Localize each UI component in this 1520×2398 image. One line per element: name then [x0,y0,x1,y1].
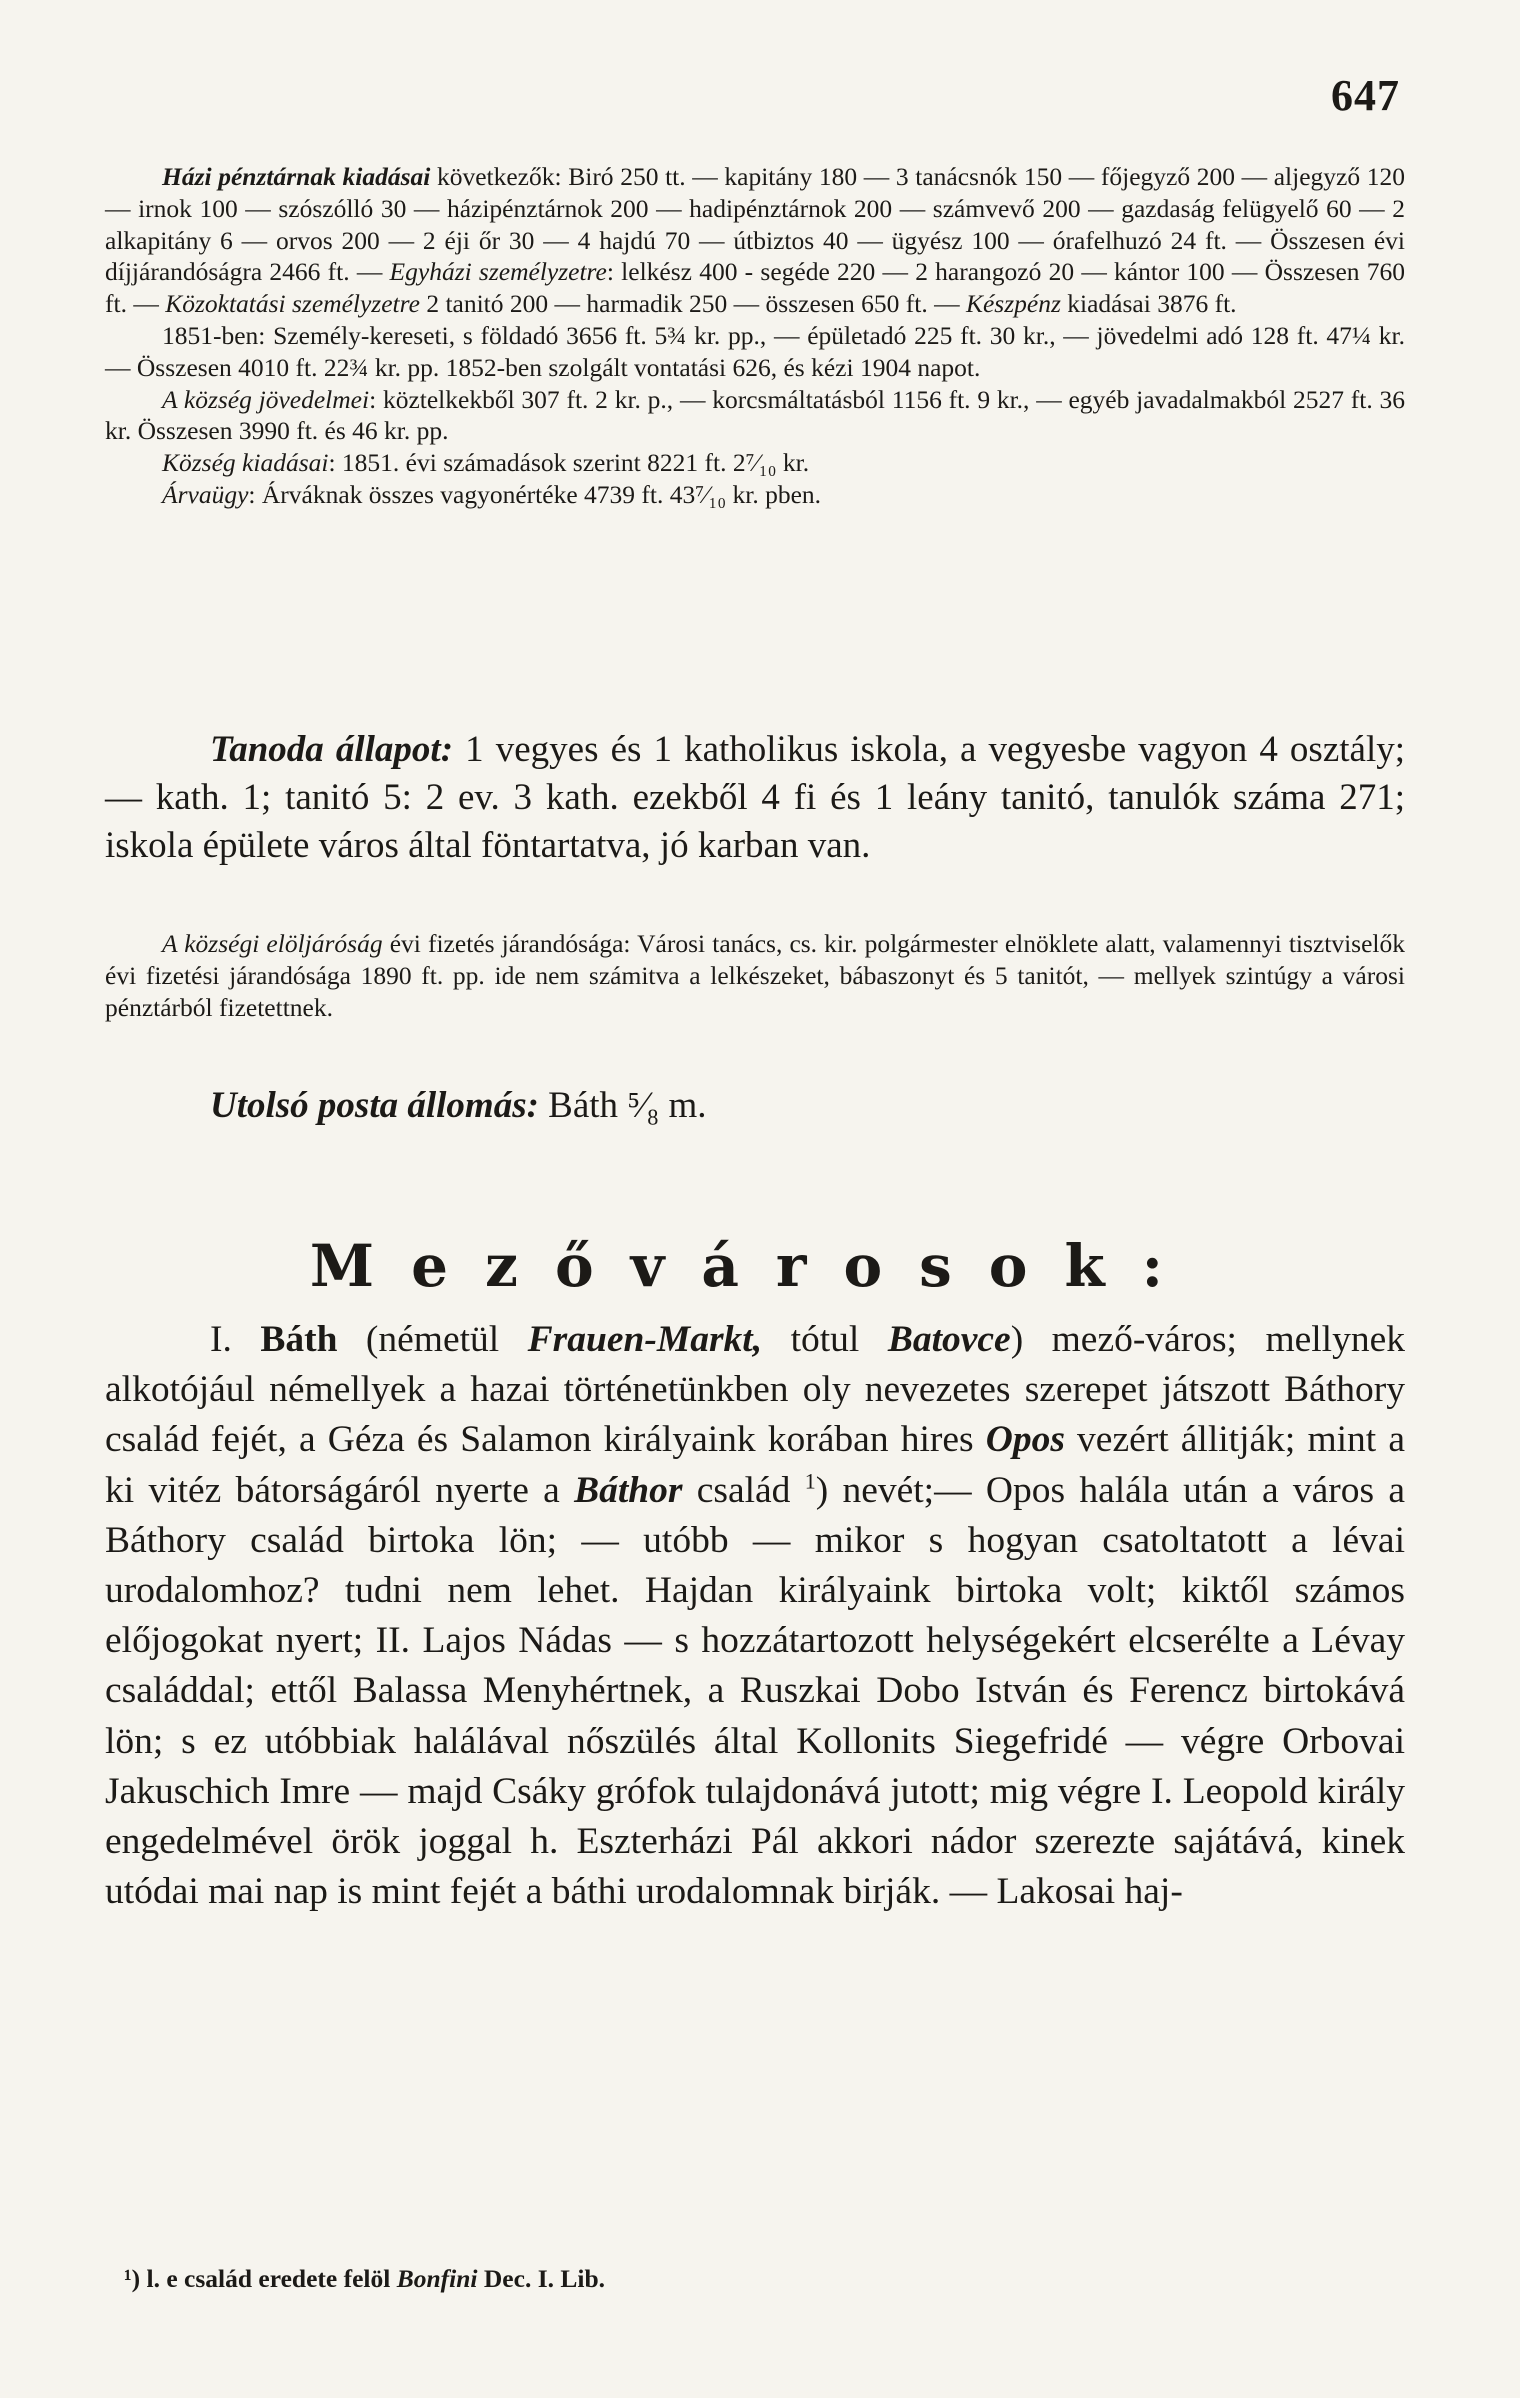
bathor-name: Báthor [574,1469,683,1511]
text-span: ) mező-város; mellynek alkotójául némellyek a hazai történetünkben oly nevezetes szerepet játszott Báthory család fejét, a Géza és Salamon királyaink korában hires [105,1319,1405,1461]
slovak-name: Batovce [887,1319,1011,1360]
footnote-text: l. e család eredete felöl [146,2264,397,2293]
label-officials: A községi elöljáróság [162,929,383,958]
footnote [124,2263,1404,2295]
label-church-staff: Egyházi személyzetre [389,257,607,287]
text-span: család [682,1469,805,1511]
opos-name: Opos [985,1419,1065,1461]
footnote-source: Bonfini [396,2264,478,2293]
school-heading: Tanoda állapot: [210,729,454,770]
school-text: 1 vegyes és 1 katholikus iskola, a vegyesbe vagyon 4 osztály; — kath. 1; tanitó 5: 2 ev. 3 kath. ezekből 4 fi és 1 leány tanitó, tanulók száma 271; iskola épülete város által föntartatva, jó karban van. [105,729,1405,866]
post-section [105,1082,1405,1130]
community-expenses-paragraph [105,447,1405,479]
taxes-paragraph: 1851-ben: Személy-kereseti, s földadó 3656 ft. 5¾ kr. pp., — épületadó 225 ft. 30 kr., — jövedelmi adó 128 ft. 47¼ kr. — Összesen 4010 ft. 22¾ kr. pp. 1852-ben szolgált vontatási 626, és kézi 1904 napot. [105,320,1405,382]
officials-paragraph [105,928,1405,1023]
text-span: ) nevét;— Opos halála után a város a Báthory család birtoka lön; — utóbb — mikor s hogyan csatoltatott a lévai urodalomhoz? tudni nem lehet. Hajdan királyaink birtoka volt; kiktől számos előjogokat nyert; II. Lajos Nádas — s hozzátartozott helységekért elcserélte a Lévay családdal; ettől Balassa Menyhértnek, a Ruszkai Dobo István és Ferencz birtokává lön; s ez utóbbiak halálával nőszülés által Kollonits Siegefridé — végre Orbovai Jakuschich Imre — majd Csáky grófok tulajdonává jutott; mig végre I. Leopold király engedelmével örök joggal h. Eszterházi Pál akkori nádor szerezte sajátává, kinek utódai mai nap is mint fejét a báthi urodalomnak birják. — Lakosai haj- [105,1469,1405,1913]
footnote-reference: 1 [804,1468,816,1494]
orphans-text: : Árváknak összes vagyonértéke 4739 ft. 43⁷⁄₁₀ kr. pben. [248,479,822,509]
church-staff-text: : lelkész 400 - segéde 220 — 2 harangozó 20 — kántor 100 — Összesen 760 ft. — [105,257,1406,319]
label-house-treasury: Házi pénztárnak kiadásai [162,162,431,191]
community-income-text: : köztelkekből 307 ft. 2 kr. p., — korcsmáltatásból 1156 ft. 9 kr., — egyéb javadalmakból 2527 ft. 36 kr. Összesen 3990 ft. és 46 kr. pp. [105,384,1406,446]
school-paragraph [105,726,1405,870]
label-community-expenses: Község kiadásai [162,448,329,478]
education-staff-text: 2 tanitó 200 — harmadik 250 — összesen 650 ft. — [419,289,966,319]
text-span: vezért állitják; mint a ki vitéz bátorságáról nyerte a [105,1419,1406,1511]
cash-text: kiadásai 3876 ft. [1060,289,1237,319]
post-text: Báth ⁵⁄₈ m. [538,1085,707,1126]
footnote-mark: ¹) [124,2264,147,2293]
town-name: Báth [260,1319,338,1360]
officials-section [105,928,1405,1023]
post-heading: Utolsó posta állomás: [210,1085,539,1126]
post-paragraph [105,1082,1405,1130]
house-treasury-text: következők: Biró 250 tt. — kapitány 180 — 3 tanácsnók 150 — főjegyző 200 — aljegyző 120 — irnok 100 — szószólló 30 — házipénztárnok 200 — hadipénztárnok 200 — számvevő 200 — gazdaság felügyelő 60 — 2 alkapitány 6 — orvos 200 — 2 éji őr 30 — 4 hajdú 70 — útbiztos 40 — ügyész 100 — órafelhuzó 24 ft. — Összesen évi díjjárandóságra 2466 ft. — [105,162,1405,287]
text-span: (németül [337,1319,528,1360]
bath-paragraph [105,1315,1405,1917]
bath-section [105,1315,1405,1917]
label-community-income: A község jövedelmei [162,384,370,414]
german-name: Frauen-Markt, [527,1319,763,1360]
page-number: 647 [1331,71,1400,120]
label-orphans: Árvaügy [162,479,249,509]
section-heading: Mezővárosok: [309,1232,1201,1300]
expenses-section [105,161,1405,511]
footnote-text-end: Dec. I. Lib. [477,2264,606,2293]
school-section [105,726,1405,870]
label-education-staff: Közoktatási személyzetre [165,289,420,319]
expenses-paragraph [105,161,1405,320]
officials-text: évi fizetés járandósága: Városi tanács, cs. kir. polgármester elnöklete alatt, valamennyi tisztviselők évi fizetési járandósága 1890 ft. pp. ide nem számitva a lelkészeket, bábaszonyt és 5 tanitót, — mellyek szintúgy a városi pénztárból fizetettnek. [105,929,1405,1022]
text-span: tótul [762,1319,888,1360]
community-expenses-text: : 1851. évi számadások szerint 8221 ft. 2⁷⁄₁₀ kr. [328,448,810,478]
numeral: I. [210,1319,261,1360]
label-cash: Készpénz [965,289,1061,319]
orphans-paragraph [105,479,1405,511]
income-paragraph [105,384,1405,448]
